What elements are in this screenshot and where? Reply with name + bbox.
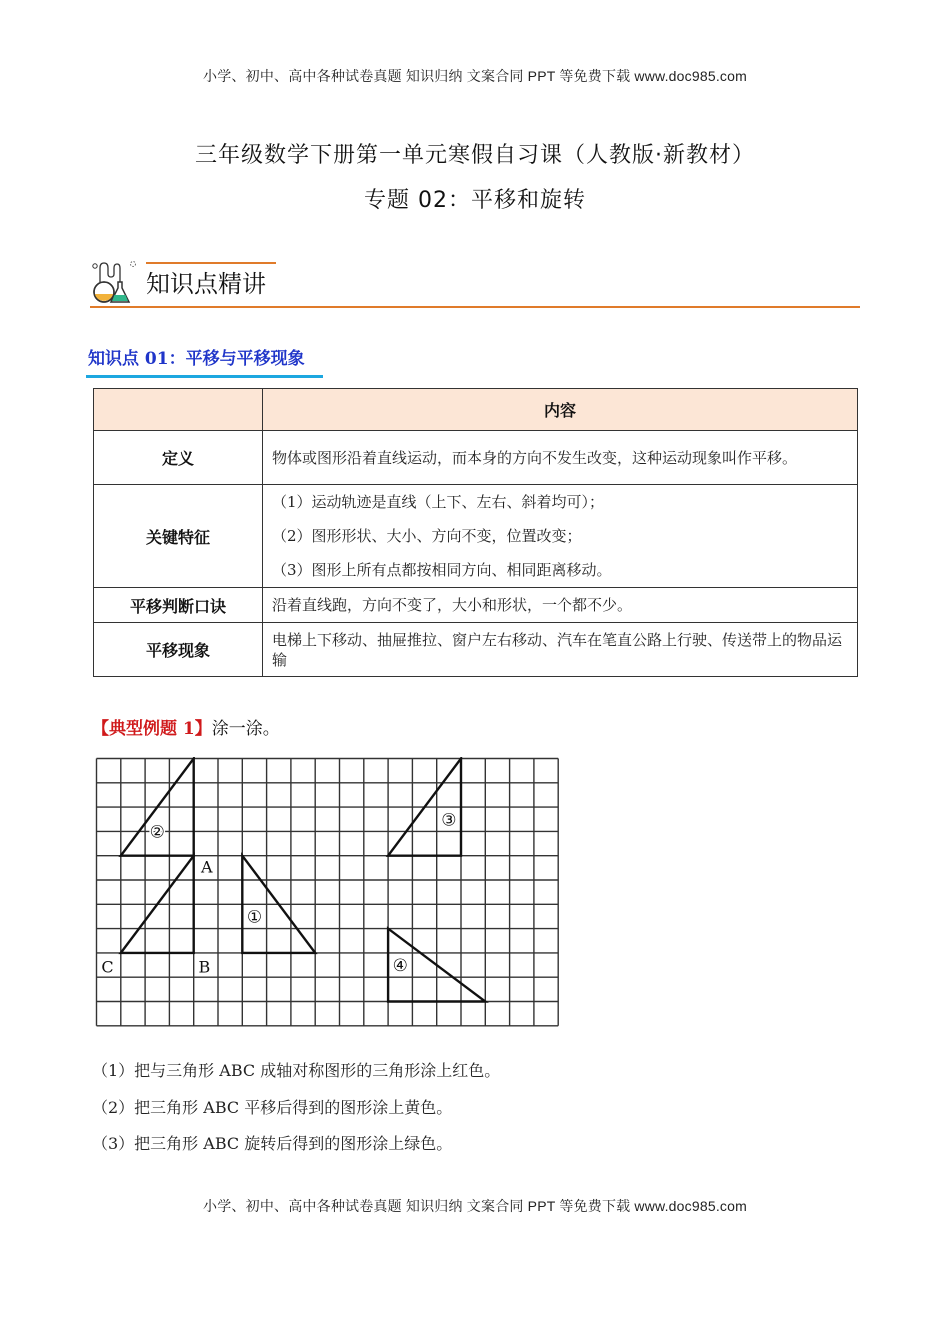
table-row	[94, 485, 858, 588]
page-subtitle: 专题 02：平移和旋转	[364, 188, 586, 213]
triangle-number-label: ①	[246, 907, 263, 928]
chemistry-flask-icon	[90, 258, 144, 304]
grid-figure	[95, 757, 565, 1036]
knowledge-table	[93, 388, 858, 677]
row-value	[263, 485, 858, 588]
question-3: （3）把三角形 ABC 旋转后得到的图形涂上绿色。	[92, 1134, 453, 1153]
table-header-empty	[94, 389, 263, 431]
section-header	[90, 256, 860, 308]
triangle-number-label: ②	[149, 822, 165, 843]
triangle-number-label: ④	[392, 956, 408, 977]
vertex-label: A	[200, 857, 213, 877]
table-row	[94, 623, 858, 677]
vertex-label: C	[101, 957, 114, 977]
watermark-bottom: 小学、初中、高中各种试卷真题 知识归纳 文案合同 PPT 等免费下载 www.doc985.com	[203, 1198, 747, 1214]
vertex-label: B	[198, 957, 211, 977]
table-row	[94, 588, 858, 623]
section-label: 知识点精讲	[146, 270, 266, 298]
triangle-number-label: ③	[441, 810, 457, 831]
feature-item: （2）图形形状、大小、方向不变，位置改变；	[272, 527, 582, 545]
question-1: （1）把与三角形 ABC 成轴对称图形的三角形涂上红色。	[92, 1061, 501, 1080]
example-tag: 【典型例题 1】	[92, 719, 212, 739]
row-key: 定义	[94, 431, 263, 485]
table-header-row	[94, 389, 858, 431]
section-divider	[90, 306, 860, 308]
row-value: 物体或图形沿着直线运动，而本身的方向不发生改变，这种运动现象叫作平移。	[263, 431, 858, 485]
example-prompt: 涂一涂。	[211, 719, 280, 739]
question-2: （2）把三角形 ABC 平移后得到的图形涂上黄色。	[92, 1098, 453, 1117]
row-key: 平移现象	[94, 623, 263, 677]
row-value: 沿着直线跑，方向不变了，大小和形状，一个都不少。	[263, 588, 858, 623]
table-header-content: 内容	[263, 389, 858, 431]
row-key: 平移判断口诀	[94, 588, 263, 623]
feature-item: （3）图形上所有点都按相同方向、相同距离移动。	[272, 561, 612, 579]
page-title: 三年级数学下册第一单元寒假自习课（人教版·新教材）	[195, 143, 755, 168]
table-row	[94, 431, 858, 485]
feature-item: （1）运动轨迹是直线（上下、左右、斜着均可）；	[272, 493, 605, 511]
watermark-top: 小学、初中、高中各种试卷真题 知识归纳 文案合同 PPT 等免费下载 www.doc985.com	[203, 68, 747, 84]
knowledge-point-title: 知识点 01：平移与平移现象	[88, 349, 305, 369]
triangle-grid	[95, 757, 565, 1032]
row-key: 关键特征	[94, 485, 263, 588]
row-value: 电梯上下移动、抽屉推拉、窗户左右移动、汽车在笔直公路上行驶、传送带上的物品运输	[263, 623, 858, 677]
knowledge-point-underline	[86, 375, 323, 378]
example-heading	[92, 714, 280, 739]
